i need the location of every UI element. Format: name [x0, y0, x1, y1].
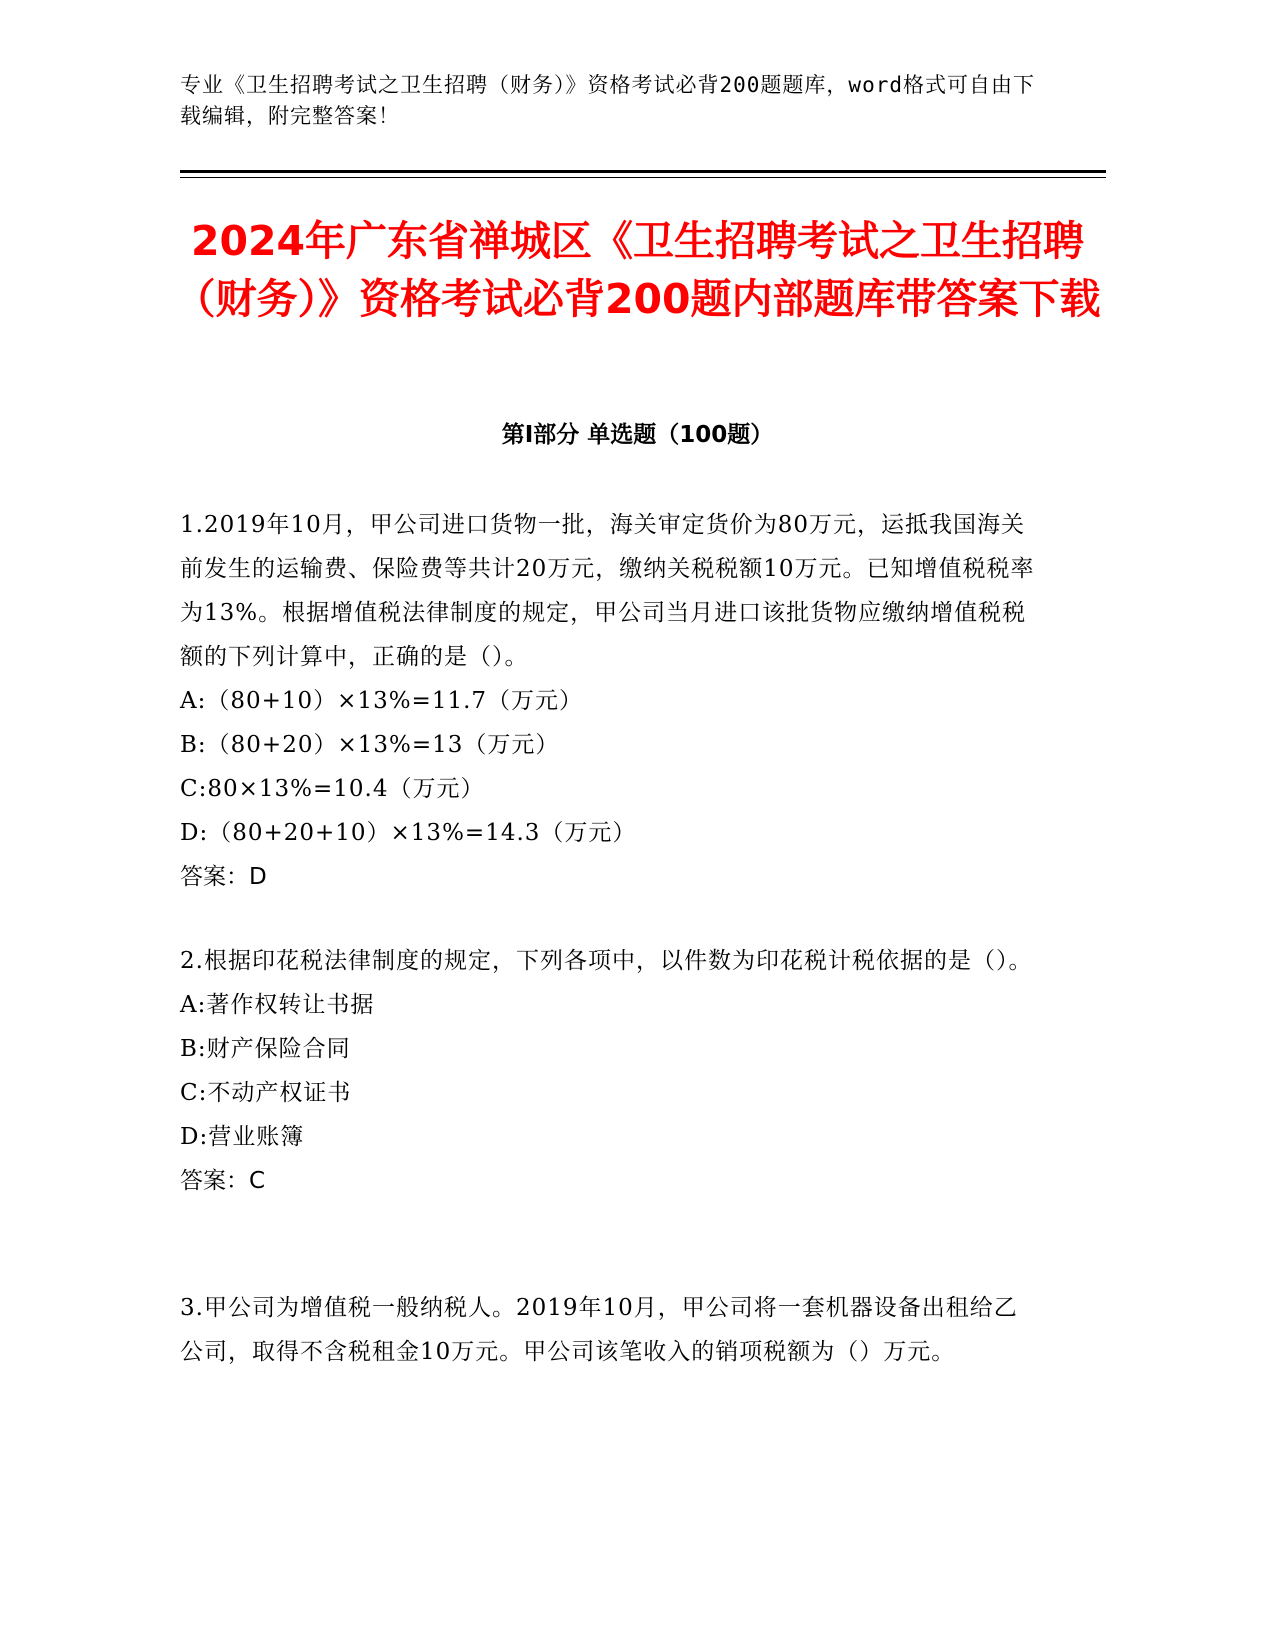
option-b: B:（80+20）×13%=13（万元） [180, 732, 560, 758]
answer: 答案：D [180, 864, 267, 890]
header-divider-thick [180, 170, 1106, 173]
header-note: 专业《卫生招聘考试之卫生招聘（财务）》资格考试必背200题题库，word格式可自由下载编辑，附完整答案！ [180, 73, 1035, 128]
document-title: 2024年广东省禅城区《卫生招聘考试之卫生招聘（财务）》资格考试必背200题内部题库带答案下载 [174, 217, 1101, 323]
option-a: A:（80+10）×13%=11.7（万元） [180, 688, 584, 714]
question-3 [180, 1286, 1040, 1374]
question-stem: 3.甲公司为增值税一般纳税人。2019年10月，甲公司将一套机器设备出租给乙公司，取得不含税租金10万元。甲公司该笔收入的销项税额为（）万元。 [180, 1295, 1018, 1365]
option-c: C:80×13%=10.4（万元） [180, 776, 485, 802]
question-stem: 2.根据印花税法律制度的规定，下列各项中，以件数为印花税计税依据的是（）。 [180, 948, 1033, 974]
question-stem: 1.2019年10月，甲公司进口货物一批，海关审定货价为80万元，运抵我国海关前发生的运输费、保险费等共计20万元，缴纳关税税额10万元。已知增值税税率为13%。根据增值税法律制度的规定，甲公司当月进口该批货物应缴纳增值税税额的下列计算中，正确的是（）。 [180, 512, 1035, 670]
option-d: D:营业账簿 [180, 1124, 305, 1150]
option-b: B:财产保险合同 [180, 1036, 351, 1062]
option-c: C:不动产权证书 [180, 1080, 352, 1106]
header-divider-thin [180, 177, 1106, 178]
option-d: D:（80+20+10）×13%=14.3（万元） [180, 820, 637, 846]
question-2 [180, 939, 1040, 1203]
option-a: A:著作权转让书据 [180, 992, 375, 1018]
question-1 [180, 503, 1040, 899]
answer: 答案：C [180, 1168, 266, 1194]
section-title: 第Ⅰ部分 单选题（100题） [501, 422, 774, 448]
